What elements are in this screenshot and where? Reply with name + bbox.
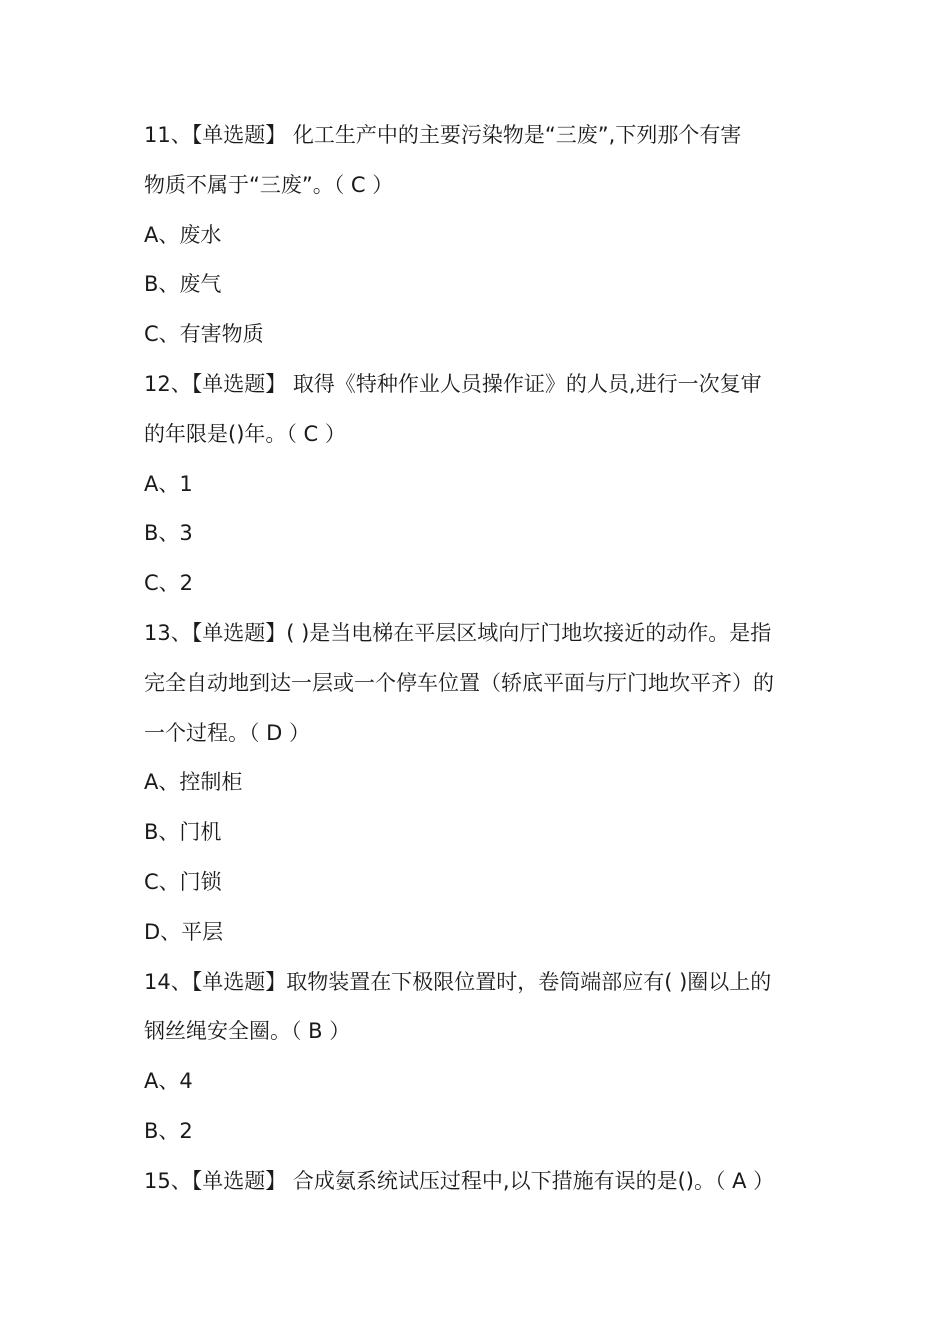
answer-option: C、门锁 — [144, 869, 222, 894]
answer-option: A、4 — [144, 1069, 193, 1094]
answer-option: C、2 — [144, 571, 194, 596]
question-text: 一个过程。（ D ） — [144, 720, 311, 745]
question-14 — [144, 958, 814, 1157]
answer-option: A、控制柜 — [144, 770, 243, 795]
question-text: 的年限是()年。（ C ） — [144, 421, 346, 446]
answer-option: B、2 — [144, 1118, 193, 1143]
question-15 — [144, 1157, 814, 1207]
question-list — [144, 111, 814, 1207]
question-text: 钢丝绳安全圈。（ B ） — [144, 1019, 351, 1044]
answer-option: B、废气 — [144, 272, 222, 297]
answer-option: C、有害物质 — [144, 322, 264, 347]
question-text: 15、【单选题】 合成氨系统试压过程中,以下措施有误的是()。（ A ） — [144, 1168, 775, 1193]
question-text: 完全自动地到达一层或一个停车位置（轿底平面与厅门地坎平齐）的 — [144, 670, 774, 695]
question-text: 12、【单选题】 取得《特种作业人员操作证》的人员,进行一次复审 — [144, 371, 762, 396]
answer-option: B、3 — [144, 521, 193, 546]
answer-option: A、废水 — [144, 222, 222, 247]
question-text: 物质不属于“三废”。（ C ） — [144, 172, 394, 197]
question-12 — [144, 360, 814, 609]
question-text: 14、【单选题】取物装置在下极限位置时，卷筒端部应有( )圈以上的 — [144, 969, 772, 994]
question-text: 11、【单选题】 化工生产中的主要污染物是“三废”,下列那个有害 — [144, 123, 742, 147]
question-13 — [144, 609, 814, 958]
question-11 — [144, 111, 814, 360]
question-text: 13、【单选题】( )是当电梯在平层区域向厅门地坎接近的动作。是指 — [144, 620, 772, 645]
answer-option: A、1 — [144, 471, 193, 496]
answer-option: B、门机 — [144, 820, 222, 845]
answer-option: D、平层 — [144, 919, 224, 944]
